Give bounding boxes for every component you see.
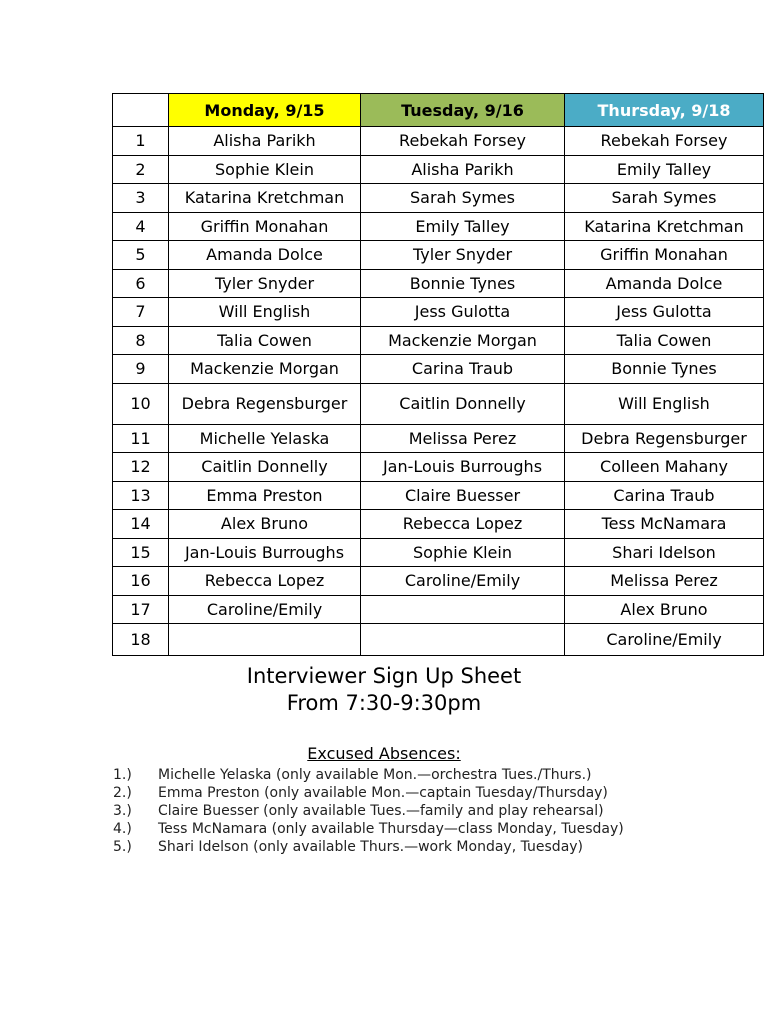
- list-item: [113, 766, 633, 784]
- tuesday-cell: Jess Gulotta: [361, 298, 565, 327]
- tuesday-cell: Caitlin Donnelly: [361, 383, 565, 424]
- monday-cell: [169, 624, 361, 656]
- thursday-cell: Will English: [565, 383, 764, 424]
- monday-cell: Tyler Snyder: [169, 269, 361, 298]
- list-number: 4.): [113, 821, 132, 837]
- thursday-cell: Carina Traub: [565, 481, 764, 510]
- table-row: [113, 355, 764, 384]
- monday-cell: Will English: [169, 298, 361, 327]
- monday-cell: Debra Regensburger: [169, 383, 361, 424]
- table-row: [113, 538, 764, 567]
- list-number: 1.): [113, 767, 132, 783]
- tuesday-cell: [361, 624, 565, 656]
- absences-list: [113, 766, 633, 856]
- row-number: 15: [113, 538, 169, 567]
- list-item: [113, 802, 633, 820]
- thursday-cell: Melissa Perez: [565, 567, 764, 596]
- corner-cell: [113, 94, 169, 127]
- monday-cell: Caroline/Emily: [169, 595, 361, 624]
- monday-cell: Sophie Klein: [169, 155, 361, 184]
- monday-cell: Caitlin Donnelly: [169, 453, 361, 482]
- tuesday-cell: [361, 595, 565, 624]
- header-monday: Monday, 9/15: [169, 94, 361, 127]
- monday-cell: Rebecca Lopez: [169, 567, 361, 596]
- row-number: 13: [113, 481, 169, 510]
- sheet-title: Interviewer Sign Up Sheet: [246, 664, 522, 688]
- table-row: [113, 127, 764, 156]
- tuesday-cell: Tyler Snyder: [361, 241, 565, 270]
- row-number: 18: [113, 624, 169, 656]
- table-row: [113, 510, 764, 539]
- thursday-cell: Caroline/Emily: [565, 624, 764, 656]
- tuesday-cell: Mackenzie Morgan: [361, 326, 565, 355]
- row-number: 2: [113, 155, 169, 184]
- list-item: [113, 820, 633, 838]
- monday-cell: Alisha Parikh: [169, 127, 361, 156]
- tuesday-cell: Carina Traub: [361, 355, 565, 384]
- monday-cell: Griffin Monahan: [169, 212, 361, 241]
- tuesday-cell: Rebekah Forsey: [361, 127, 565, 156]
- sheet-time: From 7:30-9:30pm: [286, 691, 482, 715]
- tuesday-cell: Alisha Parikh: [361, 155, 565, 184]
- tuesday-cell: Emily Talley: [361, 212, 565, 241]
- row-number: 12: [113, 453, 169, 482]
- tuesday-cell: Sophie Klein: [361, 538, 565, 567]
- row-number: 4: [113, 212, 169, 241]
- monday-cell: Amanda Dolce: [169, 241, 361, 270]
- signup-table: [112, 93, 764, 656]
- list-text: Emma Preston (only available Mon.—captain Tuesday/Thursday): [158, 785, 608, 801]
- table-row: [113, 155, 764, 184]
- thursday-cell: Debra Regensburger: [565, 424, 764, 453]
- thursday-cell: Katarina Kretchman: [565, 212, 764, 241]
- monday-cell: Mackenzie Morgan: [169, 355, 361, 384]
- thursday-cell: Bonnie Tynes: [565, 355, 764, 384]
- row-number: 6: [113, 269, 169, 298]
- row-number: 9: [113, 355, 169, 384]
- monday-cell: Alex Bruno: [169, 510, 361, 539]
- tuesday-cell: Rebecca Lopez: [361, 510, 565, 539]
- row-number: 11: [113, 424, 169, 453]
- thursday-cell: Griffin Monahan: [565, 241, 764, 270]
- tuesday-cell: Bonnie Tynes: [361, 269, 565, 298]
- row-number: 5: [113, 241, 169, 270]
- table-row: [113, 624, 764, 656]
- tuesday-cell: Sarah Symes: [361, 184, 565, 213]
- monday-cell: Talia Cowen: [169, 326, 361, 355]
- table-row: [113, 241, 764, 270]
- row-number: 7: [113, 298, 169, 327]
- table-row: [113, 424, 764, 453]
- monday-cell: Jan-Louis Burroughs: [169, 538, 361, 567]
- row-number: 1: [113, 127, 169, 156]
- table-row: [113, 269, 764, 298]
- table-row: [113, 212, 764, 241]
- list-item: [113, 784, 633, 802]
- table-row: [113, 184, 764, 213]
- row-number: 17: [113, 595, 169, 624]
- list-text: Claire Buesser (only available Tues.—family and play rehearsal): [158, 803, 604, 819]
- list-number: 2.): [113, 785, 132, 801]
- table-row: [113, 453, 764, 482]
- table-row: [113, 567, 764, 596]
- thursday-cell: Shari Idelson: [565, 538, 764, 567]
- table-row: [113, 481, 764, 510]
- row-number: 3: [113, 184, 169, 213]
- list-text: Tess McNamara (only available Thursday—class Monday, Tuesday): [158, 821, 624, 837]
- row-number: 10: [113, 383, 169, 424]
- list-item: [113, 838, 633, 856]
- row-number: 8: [113, 326, 169, 355]
- list-number: 5.): [113, 839, 132, 855]
- monday-cell: Emma Preston: [169, 481, 361, 510]
- absences-heading: Excused Absences:: [307, 744, 461, 763]
- list-text: Shari Idelson (only available Thurs.—work Monday, Tuesday): [158, 839, 584, 855]
- thursday-cell: Jess Gulotta: [565, 298, 764, 327]
- table-row: [113, 383, 764, 424]
- thursday-cell: Emily Talley: [565, 155, 764, 184]
- thursday-cell: Colleen Mahany: [565, 453, 764, 482]
- thursday-cell: Talia Cowen: [565, 326, 764, 355]
- monday-cell: Michelle Yelaska: [169, 424, 361, 453]
- thursday-cell: Alex Bruno: [565, 595, 764, 624]
- header-row: [113, 94, 764, 127]
- monday-cell: Katarina Kretchman: [169, 184, 361, 213]
- header-tuesday: Tuesday, 9/16: [361, 94, 565, 127]
- thursday-cell: Tess McNamara: [565, 510, 764, 539]
- list-text: Michelle Yelaska (only available Mon.—orchestra Tues./Thurs.): [158, 767, 592, 783]
- list-number: 3.): [113, 803, 132, 819]
- row-number: 14: [113, 510, 169, 539]
- tuesday-cell: Caroline/Emily: [361, 567, 565, 596]
- thursday-cell: Amanda Dolce: [565, 269, 764, 298]
- row-number: 16: [113, 567, 169, 596]
- table-row: [113, 298, 764, 327]
- thursday-cell: Rebekah Forsey: [565, 127, 764, 156]
- tuesday-cell: Claire Buesser: [361, 481, 565, 510]
- table-row: [113, 326, 764, 355]
- header-thursday: Thursday, 9/18: [565, 94, 764, 127]
- tuesday-cell: Jan-Louis Burroughs: [361, 453, 565, 482]
- thursday-cell: Sarah Symes: [565, 184, 764, 213]
- table-row: [113, 595, 764, 624]
- tuesday-cell: Melissa Perez: [361, 424, 565, 453]
